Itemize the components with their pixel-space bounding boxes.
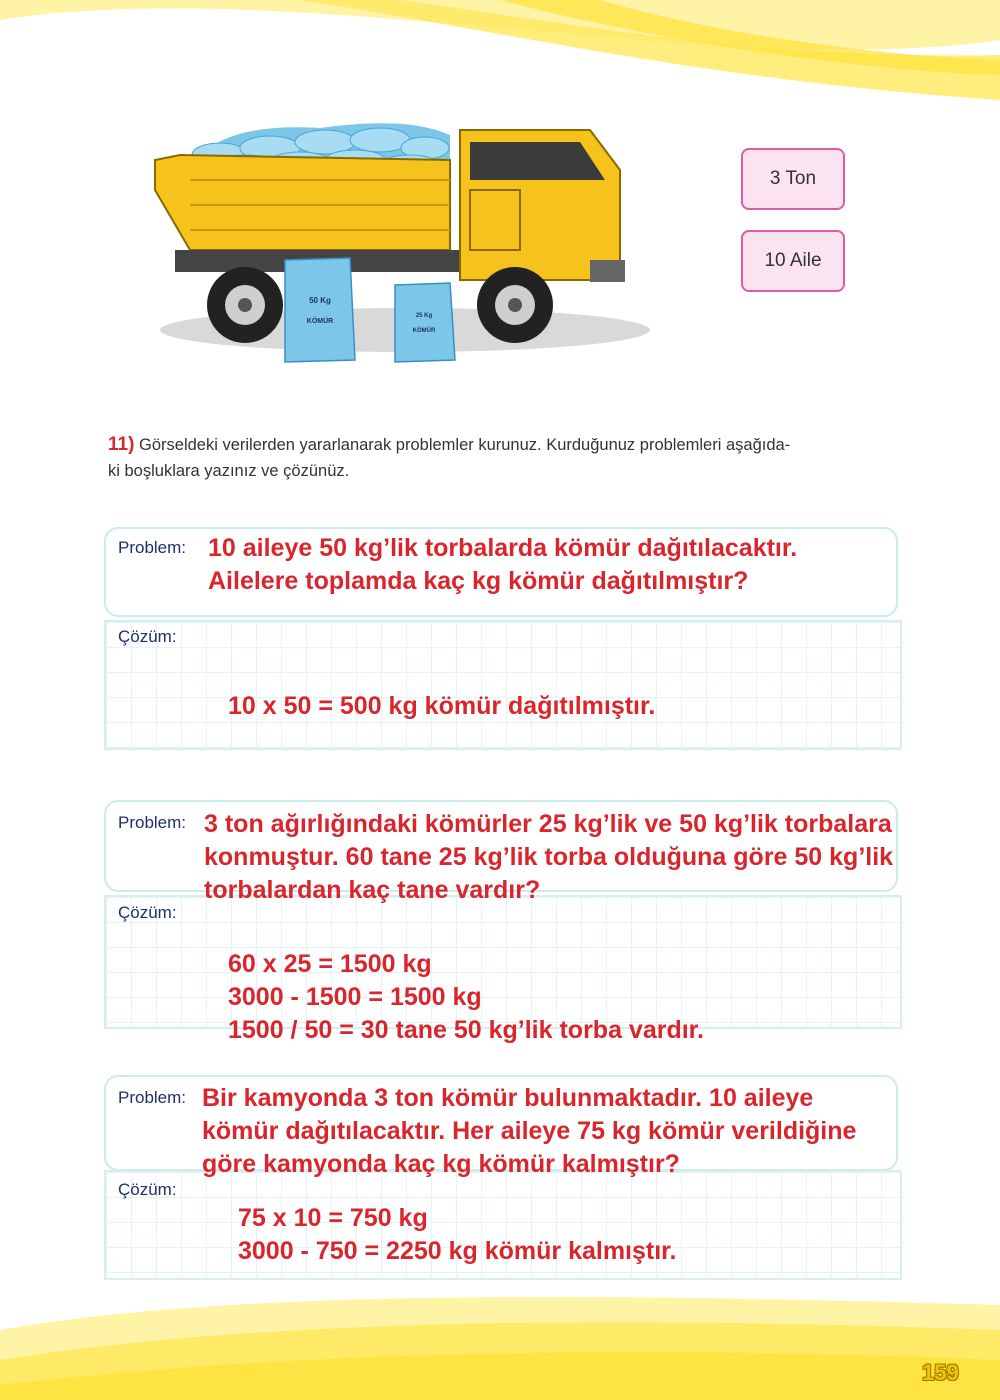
solution-label-3: Çözüm:	[118, 1180, 177, 1199]
problem-label-2: Problem:	[118, 813, 187, 832]
problem-1-line-1: 10 aileye 50 kg’lik torbalarda kömür dağıtılacaktır.	[208, 534, 798, 562]
problem-label-1: Problem:	[118, 538, 187, 557]
families-tag-text: 10 Aile	[764, 250, 822, 271]
big-bag-label: KÖMÜR	[306, 318, 334, 325]
problem-3-line-2: kömür dağıtılacaktır. Her aileye 75 kg kömür verildiğine	[202, 1117, 857, 1145]
solution-1-line-1: 10 x 50 = 500 kg kömür dağıtılmıştır.	[228, 692, 656, 720]
solution-text-2	[228, 948, 704, 1047]
problem-2-line-3: torbalardan kaç tane vardır?	[204, 876, 541, 904]
problem-2-line-2: konmuştur. 60 tane 25 kg’lik torba olduğuna göre 50 kg’lik	[204, 843, 894, 871]
question-number: 11)	[108, 434, 135, 455]
problem-1-line-2: Ailelere toplamda kaç kg kömür dağıtılmıştır?	[208, 567, 749, 595]
solution-2-line-1: 60 x 25 = 1500 kg	[228, 950, 432, 978]
bottom-swoosh-decoration	[0, 1290, 1000, 1400]
solution-3-line-1: 75 x 10 = 750 kg	[238, 1204, 428, 1232]
solution-2-line-3: 1500 / 50 = 30 tane 50 kg’lik torba vardır.	[228, 1016, 704, 1044]
problem-label-3: Problem:	[118, 1088, 187, 1107]
solution-label-1: Çözüm:	[118, 627, 177, 646]
problem-text-3	[202, 1082, 856, 1181]
question-line-1: Görseldeki verilerden yararlanarak problemler kurunuz. Kurduğunuz problemleri aşağıda-	[139, 436, 791, 454]
question-text	[108, 432, 908, 484]
tons-tag	[741, 148, 845, 210]
dump-truck-illustration	[150, 110, 650, 370]
solution-2-line-2: 3000 - 1500 = 1500 kg	[228, 983, 482, 1011]
problem-2-line-1: 3 ton ağırlığındaki kömürler 25 kg’lik ve 50 kg’lik torbalara	[204, 810, 892, 838]
solution-text-3	[238, 1202, 676, 1268]
tons-tag-text: 3 Ton	[769, 168, 817, 189]
problem-text-2	[204, 808, 893, 907]
problem-text-1	[208, 532, 797, 598]
solution-grid-1	[104, 620, 902, 750]
problem-3-line-1: Bir kamyonda 3 ton kömür bulunmaktadır. 10 aileye	[202, 1084, 814, 1112]
problem-3-line-3: göre kamyonda kaç kg kömür kalmıştır?	[202, 1150, 680, 1178]
small-bag-weight: 25 Kg	[415, 313, 433, 319]
small-bag-label: KÖMÜR	[412, 328, 436, 334]
big-bag-weight: 50 Kg	[309, 296, 331, 305]
page-number: 159	[922, 1360, 959, 1385]
solution-label-2: Çözüm:	[118, 903, 177, 922]
question-line-2: ki boşluklara yazınız ve çözünüz.	[108, 462, 350, 480]
solution-text-1	[228, 690, 655, 723]
families-tag	[741, 230, 845, 292]
solution-3-line-2: 3000 - 750 = 2250 kg kömür kalmıştır.	[238, 1237, 677, 1265]
